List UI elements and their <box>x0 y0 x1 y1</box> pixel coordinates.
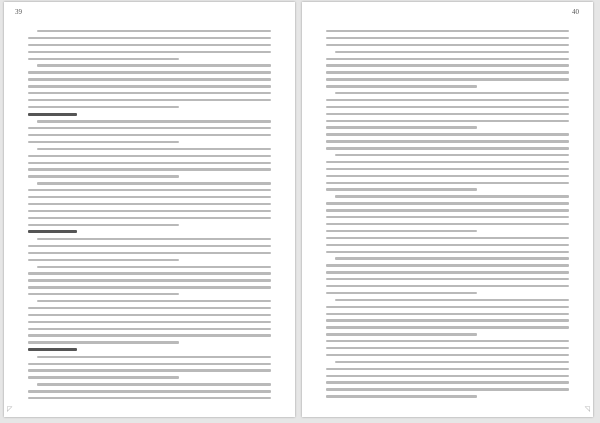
text-line <box>326 381 569 383</box>
text-line <box>28 189 271 191</box>
text-line <box>28 252 271 254</box>
text-line <box>28 328 271 330</box>
text-line <box>326 85 477 87</box>
text-line <box>28 272 271 274</box>
text-line <box>326 120 569 122</box>
text-line <box>28 99 271 101</box>
text-line <box>326 202 569 204</box>
text-line <box>326 78 569 80</box>
text-line <box>28 397 271 399</box>
text-line <box>335 51 569 53</box>
text-line <box>326 375 569 377</box>
section-heading <box>28 348 77 351</box>
text-line <box>326 161 569 163</box>
text-line <box>28 196 271 198</box>
text-line <box>326 244 569 246</box>
text-line <box>326 319 569 321</box>
text-line <box>37 383 271 385</box>
text-line <box>335 361 569 363</box>
text-line <box>28 203 271 205</box>
text-line <box>326 147 569 149</box>
text-line <box>335 195 569 197</box>
text-line <box>28 341 179 343</box>
text-line <box>326 271 569 273</box>
text-line <box>326 333 477 335</box>
text-line <box>28 162 271 164</box>
text-line <box>326 340 569 342</box>
text-line <box>28 141 179 143</box>
text-line <box>326 285 569 287</box>
section-heading <box>28 230 77 233</box>
text-line <box>326 182 569 184</box>
page-corner-icon: ◸ <box>7 405 13 413</box>
text-line <box>37 30 271 32</box>
text-line <box>326 230 477 232</box>
text-line <box>326 106 569 108</box>
text-line <box>326 71 569 73</box>
body-text <box>326 30 569 402</box>
text-line <box>28 307 271 309</box>
left-page <box>4 2 295 417</box>
text-line <box>37 266 271 268</box>
text-line <box>28 376 179 378</box>
text-line <box>28 71 271 73</box>
text-line <box>37 148 271 150</box>
text-line <box>37 64 271 66</box>
text-line <box>326 30 569 32</box>
right-page <box>302 2 593 417</box>
text-line <box>326 133 569 135</box>
text-line <box>326 368 569 370</box>
text-line <box>37 300 271 302</box>
text-line <box>326 395 477 397</box>
text-line <box>326 264 569 266</box>
text-line <box>326 388 569 390</box>
text-line <box>326 354 569 356</box>
text-line <box>326 113 569 115</box>
body-text <box>28 30 271 404</box>
text-line <box>326 44 569 46</box>
section-heading <box>28 113 77 116</box>
text-line <box>326 168 569 170</box>
text-line <box>28 210 271 212</box>
text-line <box>326 326 569 328</box>
text-line <box>28 286 271 288</box>
text-line <box>335 154 569 156</box>
text-line <box>28 168 271 170</box>
text-line <box>28 134 271 136</box>
text-line <box>326 313 569 315</box>
text-line <box>335 299 569 301</box>
text-line <box>37 238 271 240</box>
text-line <box>28 37 271 39</box>
text-line <box>28 175 179 177</box>
page-number: 39 <box>15 8 22 16</box>
text-line <box>28 363 271 365</box>
text-line <box>37 182 271 184</box>
text-line <box>28 334 271 336</box>
text-line <box>28 78 271 80</box>
text-line <box>326 126 477 128</box>
text-line <box>37 356 271 358</box>
text-line <box>28 224 179 226</box>
text-line <box>326 175 569 177</box>
text-line <box>326 64 569 66</box>
text-line <box>335 92 569 94</box>
text-line <box>28 321 271 323</box>
text-line <box>326 251 569 253</box>
page-corner-icon: ◹ <box>584 405 590 413</box>
text-line <box>326 58 569 60</box>
text-line <box>326 99 569 101</box>
text-line <box>326 347 569 349</box>
text-line <box>28 314 271 316</box>
text-line <box>28 293 179 295</box>
text-line <box>326 188 477 190</box>
text-line <box>28 279 271 281</box>
text-line <box>326 223 569 225</box>
text-line <box>28 369 271 371</box>
text-line <box>28 51 271 53</box>
text-line <box>326 37 569 39</box>
text-line <box>28 44 271 46</box>
text-line <box>28 106 179 108</box>
text-line <box>335 257 569 259</box>
text-line <box>28 245 271 247</box>
text-line <box>28 259 179 261</box>
text-line <box>28 127 271 129</box>
text-line <box>28 155 271 157</box>
text-line <box>28 85 271 87</box>
text-line <box>326 306 569 308</box>
text-line <box>326 140 569 142</box>
text-line <box>28 390 271 392</box>
text-line <box>326 216 569 218</box>
text-line <box>37 120 271 122</box>
text-line <box>326 278 569 280</box>
text-line <box>28 92 271 94</box>
text-line <box>326 292 477 294</box>
text-line <box>28 217 271 219</box>
text-line <box>326 209 569 211</box>
text-line <box>28 58 179 60</box>
text-line <box>326 237 569 239</box>
page-number: 40 <box>572 8 579 16</box>
